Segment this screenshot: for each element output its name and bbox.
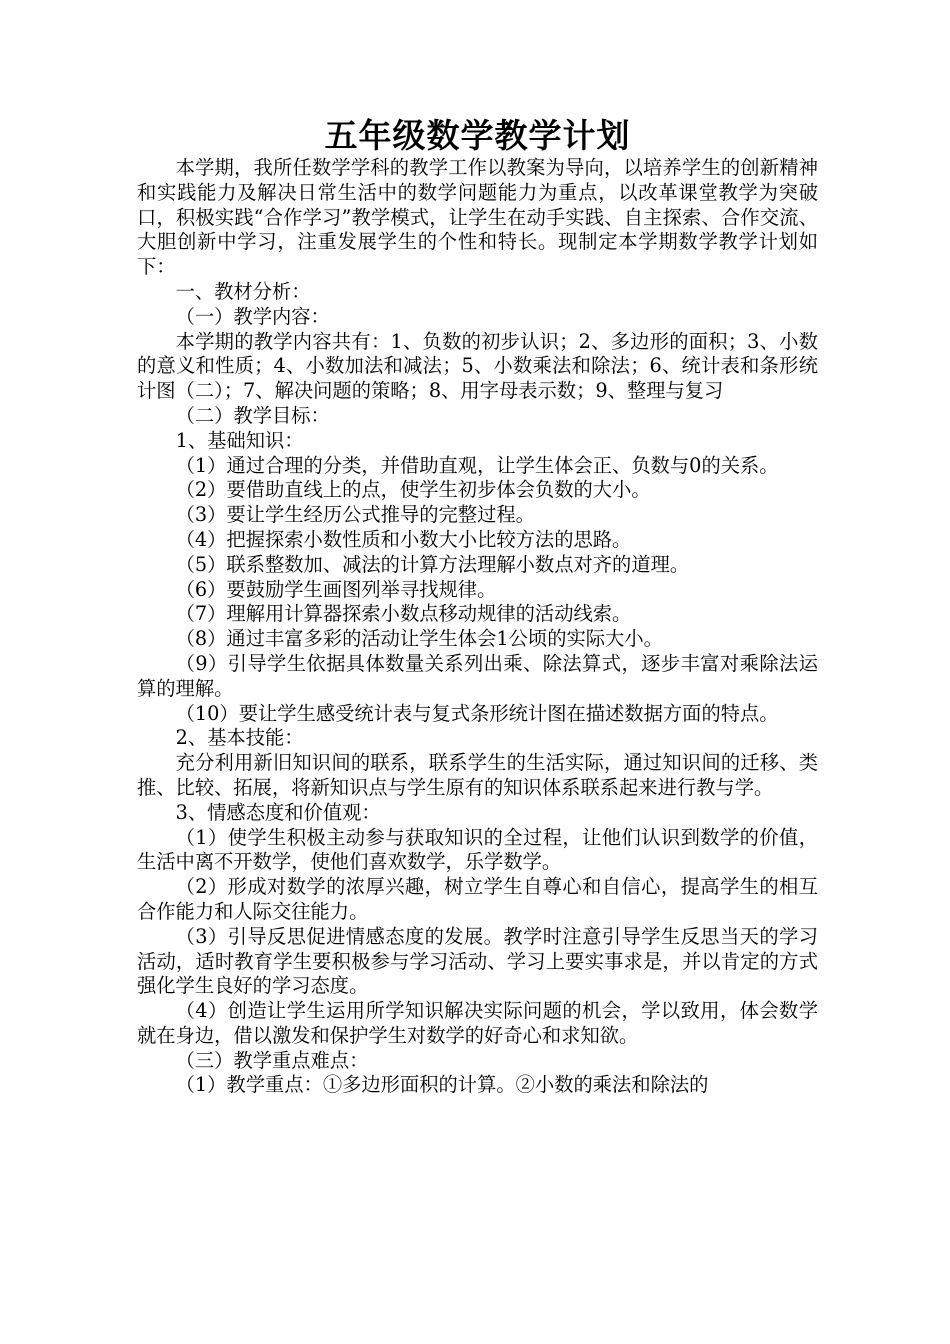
list-item: （7）理解用计算器探索小数点移动规律的活动线索。	[175, 602, 632, 626]
heading-teaching-goals: （二）教学目标：	[175, 403, 330, 427]
list-item: （8）通过丰富多彩的活动让学生体会1公顷的实际大小。	[175, 627, 663, 651]
list-item: （2）形成对数学的浓厚兴趣，树立学生自尊心和自信心，提高学生的相互合作能力和人际交往能力。	[137, 875, 818, 923]
list-item: （1）通过合理的分类，并借助直观，让学生体会正、负数与0的关系。	[175, 453, 779, 477]
list-item: （2）要借助直线上的点，使学生初步体会负数的大小。	[175, 478, 651, 502]
list-item: （4）创造让学生运用所学知识解决实际问题的机会，学以致用，体会数学就在身边，借以激发和保护学生对数学的好奇心和求知欲。	[137, 999, 818, 1047]
document-body	[137, 118, 818, 1098]
list-item: （9）引导学生依据具体数量关系列出乘、除法算式，逐步丰富对乘除法运算的理解。	[137, 651, 818, 700]
list-item: （1）使学生积极主动参与获取知识的全过程，让他们认识到数学的价值，生活中离不开数学，使他们喜欢数学，乐学数学。	[137, 825, 818, 874]
heading-emotion-values: 3、情感态度和价值观：	[175, 800, 381, 824]
heading-teaching-content: （一）教学内容：	[175, 304, 330, 328]
paragraph-basic-skills: 充分利用新旧知识间的联系，联系学生的生活实际，通过知识间的迁移、类推、比较、拓展，将新知识点与学生原有的知识体系联系起来进行教与学。	[137, 751, 818, 799]
paragraph-intro: 本学期，我所任数学学科的教学工作以教案为导向，以培养学生的创新精神和实践能力及解决日常生活中的数学问题能力为重点，以改革课堂教学为突破口，积极实践“合作学习”教学模式，让学生在动手实践、自主探索、合作交流、大胆创新中学习，注重发展学生的个性和特长。现制定本学期数学教学计划如下：	[137, 156, 818, 279]
heading-section-1: 一、教材分析：	[175, 279, 311, 303]
list-item: （5）联系整数加、减法的计算方法理解小数点对齐的道理。	[175, 552, 690, 576]
list-item: （6）要鼓励学生画图列举寻找规律。	[175, 577, 497, 601]
list-item: （3）引导反思促进情感态度的发展。教学时注意引导学生反思当天的学习活动，适时教育学生要积极参与学习活动、学习上要实事求是，并以肯定的方式强化学生良好的学习态度。	[137, 924, 818, 998]
document-title: 五年级数学教学计划	[324, 116, 631, 155]
list-item: （10）要让学生感受统计表与复式条形统计图在描述数据方面的特点。	[175, 701, 779, 725]
heading-key-points: （三）教学重点难点：	[175, 1048, 369, 1072]
list-item: （1）教学重点：①多边形面积的计算。②小数的乘法和除法的	[175, 1073, 709, 1097]
paragraph-teaching-content: 本学期的教学内容共有：1、负数的初步认识；2、多边形的面积；3、小数的意义和性质；4、小数加法和减法；5、小数乘法和除法；6、统计表和条形统计图（二）；7、解决问题的策略；8、用字母表示数；9、整理与复习	[137, 329, 818, 403]
list-item: （4）把握探索小数性质和小数大小比较方法的思路。	[175, 527, 632, 551]
heading-basic-skills: 2、基本技能：	[175, 726, 304, 750]
list-item: （3）要让学生经历公式推导的完整过程。	[175, 503, 535, 527]
heading-basic-knowledge: 1、基础知识：	[175, 428, 304, 452]
